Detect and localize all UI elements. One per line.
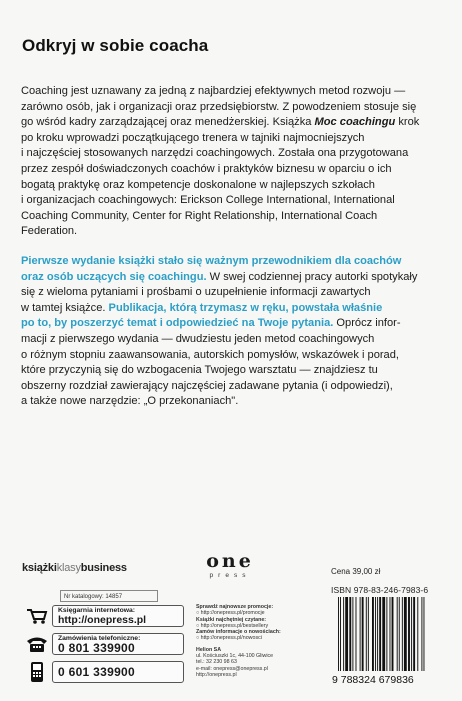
info-line: tel.: 32 230 98 63 [196,659,237,666]
text-line: które przyczynią się do wzbogacenia Twojego warsztatu — znajdziesz tu [21,364,378,377]
text-line: i najczęściej stosowanych narzędzi coachingowych. Została ona przygotowana [21,147,409,160]
barcode [330,597,446,685]
publisher-logo [196,551,264,595]
barcode-bar [390,597,391,671]
mobile-icon [22,661,52,683]
barcode-digits: 9 788324 679836 [332,674,414,685]
barcode-bar [375,597,376,671]
info-line: ul. Kościuszki 1c, 44-100 Gliwice [196,653,274,660]
info-line: http://onepress.pl [196,671,237,678]
publisher-logo-word: one [206,550,254,572]
publisher-info [196,604,304,678]
barcode-bar [402,597,403,671]
barcode-bar [338,597,339,671]
info-line: Zamów informacje o nowościach: [196,629,281,636]
page-title: Odkryj w sobie coacha [22,36,209,55]
text-line: po kroku wprowadzi początkującego trenera w tajniki najmocniejszych [21,131,365,144]
highlighted-text: po to, by poszerzyć temat i odpowiedzieć na Twoje pytania. [21,317,334,330]
info-line: Helion SA [196,646,222,653]
book-title-text: Moc coachingu [314,116,396,129]
contact-label: Zamówienia telefoniczne: [58,635,141,642]
text-line: go wśród kadry zarządzającej oraz menedżerskiej. Książka Moc coachingu krok [21,116,420,129]
info-line: ○ http://onepress.pl/bestsellery [196,622,269,629]
contact-value: 0 601 339900 [58,665,136,679]
info-line: ○ http://onepress.pl/promocje [196,610,265,617]
text-line: oraz osób uczących się coachingu. W swej codziennej pracy autorki spotykały [21,270,418,283]
barcode-bar [360,597,361,671]
barcode-bar [382,597,385,671]
barcode-bar [349,597,351,671]
barcode-bar [366,597,367,671]
contact-value: http://onepress.pl [58,614,147,626]
text-line: macji z pierwszego wydania — dwudziestu jeden metod coachingowych [21,332,375,345]
barcode-bar [340,597,341,671]
barcode-bar [352,597,353,671]
price: Cena 39,00 zł [331,567,381,576]
contact-label: Księgarnia internetowa: [58,607,136,614]
barcode-bar [404,597,407,671]
contact-box-bookstore [52,605,184,627]
text-line: po to, by poszerzyć temat i odpowiedzieć na Twoje pytania. Oprócz infor- [21,317,401,330]
contact-phone [22,632,184,656]
series-logo [22,562,127,574]
barcode-bar [421,597,422,671]
text-line: w tamtej książce. Publikacja, którą trzymasz w ręku, powstała właśnie [21,301,383,314]
contact-box-mobile [52,661,184,683]
barcode-bar [413,597,415,671]
text-line: zarówno osób, jak i organizacji oraz przedsiębiorstw. Z powodzeniem stosuje się [21,100,417,113]
highlighted-text: oraz osób uczących się coachingu. [21,270,207,283]
barcode-bar [372,597,374,671]
barcode-bar [377,597,378,671]
barcode-bar [343,597,344,671]
series-part-3: business [80,562,127,574]
text-line: obszerny rozdział zawierający najczęściej zadawane pytania (i odpowiedzi), [21,379,393,392]
barcode-bar [345,597,348,671]
barcode-bar [362,597,364,671]
barcode-bar [379,597,381,671]
highlighted-text: Pierwsze wydanie książki stało się ważnym przewodnikiem dla coachów [21,255,402,267]
barcode-bar [386,597,387,671]
isbn: ISBN 978-83-246-7983-6 [331,585,429,595]
contact-value: 0 801 339900 [58,641,136,655]
text-line: a także nowe narzędzie: „O przekonaniach". [21,395,239,408]
contact-mobile [22,660,184,684]
barcode-bar [368,597,369,671]
info-line: e-mail: onepress@onepress.pl [196,665,268,672]
phone-icon [22,633,52,655]
info-line: ○ http://onepress.pl/nowosci [196,635,262,642]
text-line: bogatą praktykę oraz kompetencje doskonalone w najlepszych szkołach [21,178,375,191]
text-line: przez zespół doświadczonych coachów i praktyków biznesu w oparciu o ich [21,162,392,175]
publisher-logo-sub: press [209,572,251,579]
text-line: Federation. [21,225,78,238]
barcode-bar [399,597,400,671]
series-part-2: klasy [56,562,81,574]
text-line: Coaching jest uznawany za jedną z najbardziej efektywnych metod rozwoju — [21,85,406,97]
text-line: i organizacjach coachingowych: Erickson College International, International [21,194,395,207]
info-line: Sprawdź najnowsze promocje: [196,604,274,610]
barcode-bar [356,597,357,671]
text-line: o różnym stopniu zaawansowania, autorskich pomysłów, wskazówek i porad, [21,348,399,361]
series-part-1: książki [22,562,57,574]
text-line: Coaching Community, Center for Right Relationship, International Coach [21,209,378,222]
text-line [21,254,441,270]
text-line: się z wieloma pytaniami i prośbami o uzupełnienie informacji zawartych [21,286,371,299]
barcode-bar [397,597,398,671]
barcode-bar [411,597,412,671]
contact-box-phone [52,633,184,655]
barcode-bar [417,597,418,671]
barcode-bar [423,597,424,671]
barcode-bar [392,597,394,671]
info-line: Książki najchętniej czytane: [196,616,267,623]
cart-icon [22,605,52,627]
barcode-bar [408,597,410,671]
catalog-number: Nr katalogowy: 14857 [60,590,158,602]
description-paragraph-2 [21,254,441,410]
contact-bookstore [22,604,184,628]
highlighted-text: Publikacja, którą trzymasz w ręku, powstała właśnie [108,301,383,314]
description-paragraph-1 [21,84,441,240]
